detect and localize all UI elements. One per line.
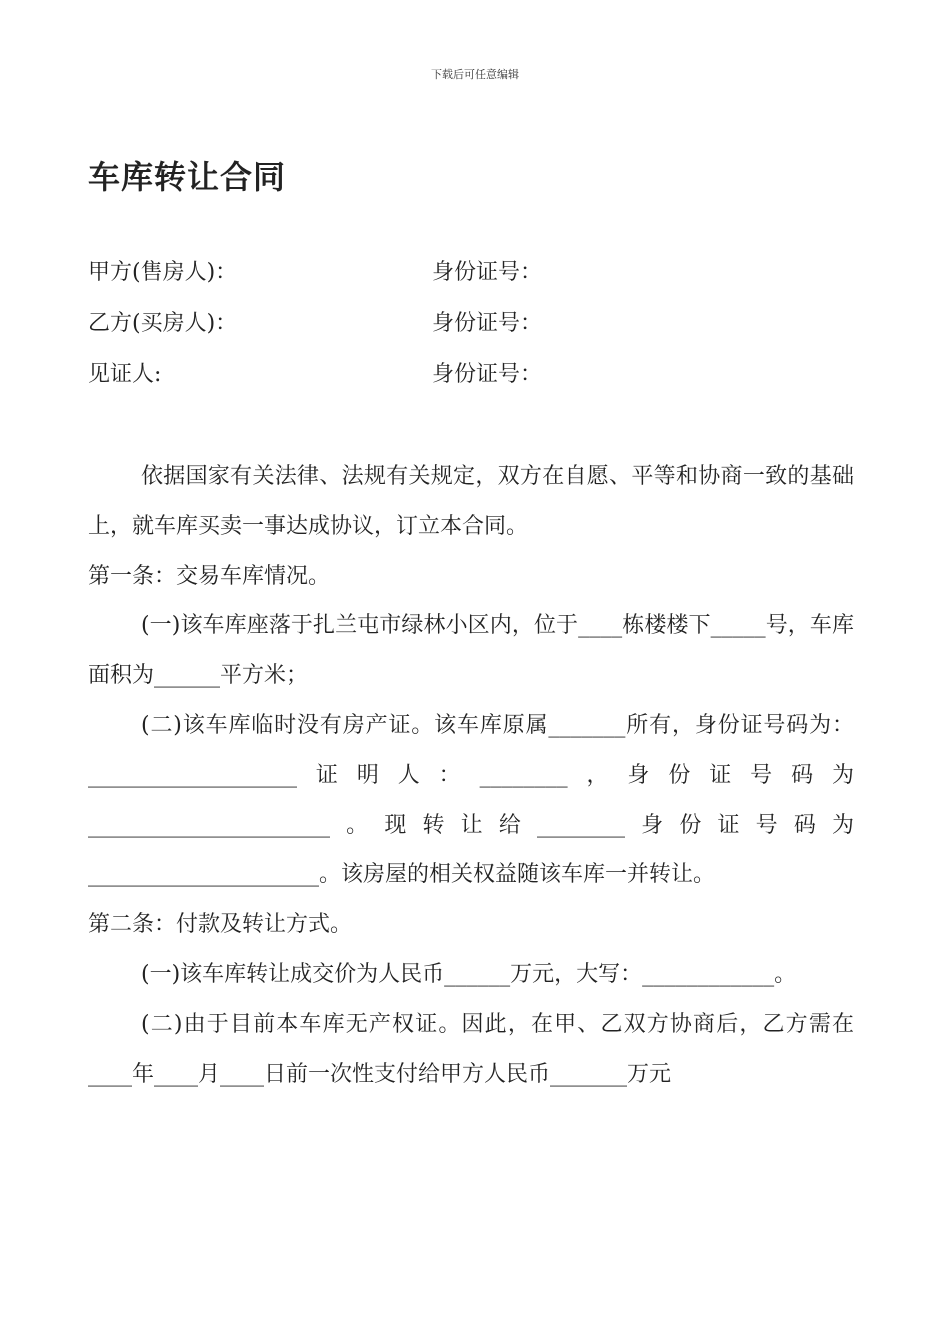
party-id-label: 身份证号：: [432, 260, 543, 285]
party-id-label: 身份证号：: [432, 362, 543, 387]
party-row-witness: [88, 356, 858, 407]
clause-paragraph: (二)该车库临时没有房产证。该车库原属_______所有，身份证号码为：___________________证明人：________，身份证号码为______________________。现转让给________身份证号码为_____________________。该房屋的相关权益随该车库一并转让。: [88, 712, 854, 888]
header-note: 下载后可任意编辑: [431, 68, 519, 81]
party-row-seller: [88, 254, 858, 305]
party-role-label: 见证人:: [88, 362, 162, 387]
clause-paragraph: (一)该车库转让成交价为人民币______万元，大写：____________。: [141, 961, 797, 987]
document-title: 车库转让合同: [88, 158, 287, 196]
parties-block: [88, 254, 858, 407]
article-heading: 第二条：付款及转让方式。: [88, 912, 353, 938]
party-role-label: 甲方(售房人)：: [88, 260, 238, 285]
clause-paragraph: (一)该车库座落于扎兰屯市绿林小区内，位于____栋楼楼下_____号，车库面积为______平方米；: [88, 613, 854, 689]
party-role-label: 乙方(买房人)：: [88, 311, 238, 336]
clause-paragraph: (二)由于目前本车库无产权证。因此，在甲、乙双方协商后，乙方需在____年____月____日前一次性支付给甲方人民币_______万元: [88, 1011, 854, 1087]
party-id-label: 身份证号：: [432, 311, 543, 336]
article-heading: 第一条：交易车库情况。: [88, 563, 331, 589]
contract-body: [88, 452, 854, 1099]
party-row-buyer: [88, 305, 858, 356]
preamble-paragraph: 依据国家有关法律、法规有关规定，双方在自愿、平等和协商一致的基础上，就车库买卖一事达成协议，订立本合同。: [88, 464, 854, 539]
